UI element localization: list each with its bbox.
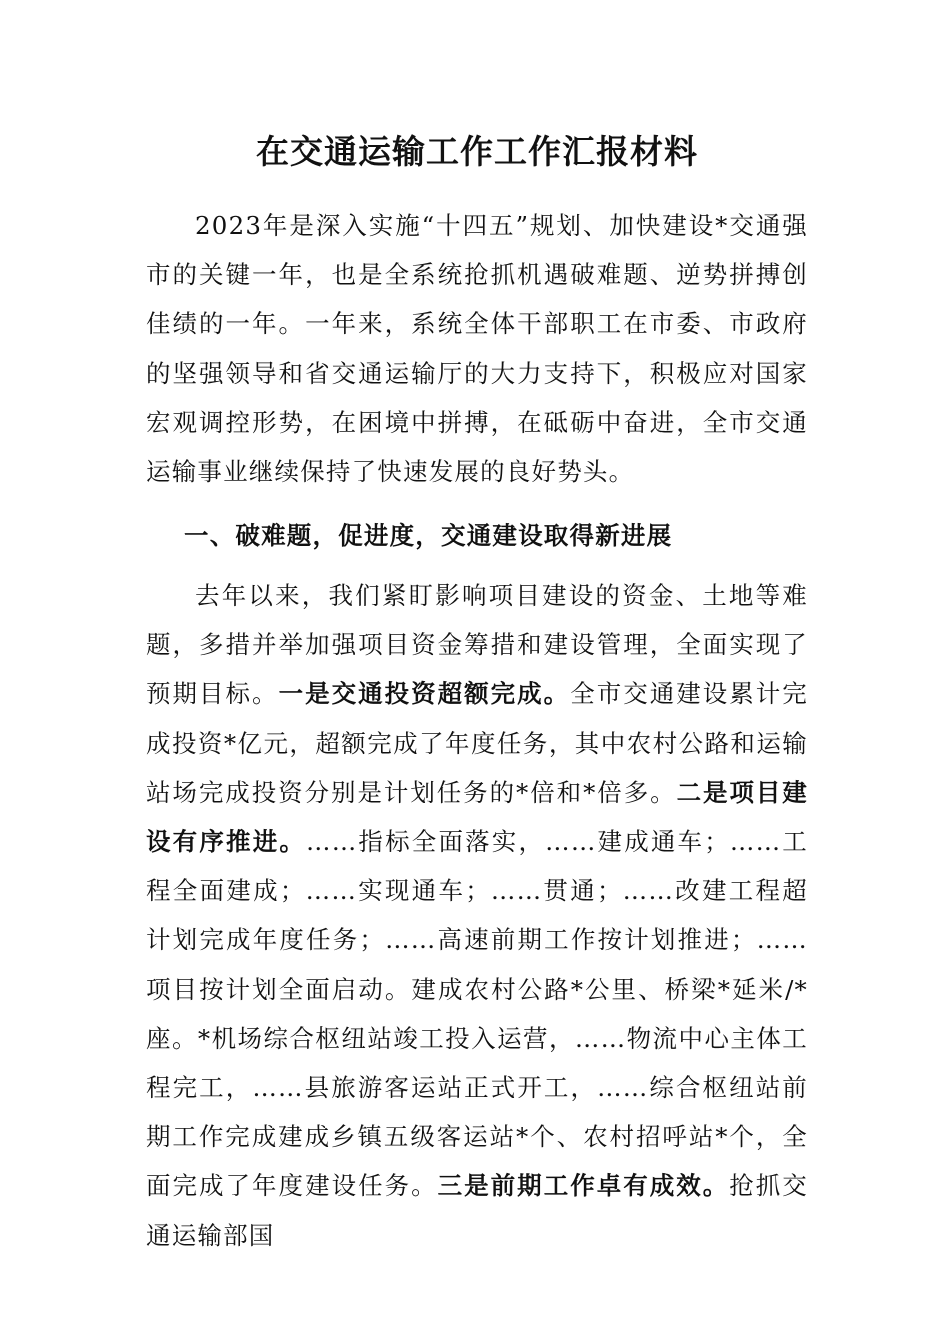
section-heading-1: 一、破难题，促进度，交通建设取得新进展 bbox=[184, 521, 673, 550]
bold-phrase: 三是前期工作卓有成效。 bbox=[437, 1171, 730, 1201]
bold-phrase: 一是交通投资超额完成。 bbox=[278, 679, 571, 709]
paragraph-text: 去年以来，我们紧盯影响项目建设的资金、土地等难题，多措并举加强项目资金筹措和建设管理，全面实现了预期目标。 bbox=[146, 581, 808, 709]
intro-paragraph: 2023年是深入实施“十四五”规划、加快建设*交通强市的关键一年，也是全系统抢抓机遇破难题、逆势拼搏创佳绩的一年。一年来，系统全体干部职工在市委、市政府的坚强领导和省交通运输厅的大力支持下，积极应对国家宏观调控形势，在困境中拼搏，在砥砺中奋进，全市交通运输事业继续保持了快速发展的良好势头。 bbox=[146, 211, 808, 487]
paragraph-text: 抢抓交通运输部国 bbox=[146, 1171, 809, 1250]
paragraph-text: 全市交通建设累计完成投资*亿元，超额完成了年度任务，其中农村公路和运输站场完成投资分别是计划任务的*倍和*倍多。 bbox=[146, 679, 808, 807]
document-title: 在交通运输工作工作汇报材料 bbox=[256, 132, 698, 171]
bold-phrase: 二是项目建设有序推进。 bbox=[146, 777, 809, 857]
section-1-paragraph bbox=[146, 571, 808, 1260]
paragraph-text: ……指标全面落实，……建成通车；……工程全面建成；……实现通车；……贯通；……改建工程超计划完成年度任务；……高速前期工作按计划推进；……项目按计划全面启动。建成农村公路*公里、桥梁*延米/*座。*机场综合枢纽站竣工投入运营，……物流中心主体工程完工，……县旅游客运站正式开工，……综合枢纽站前期工作完成建成乡镇五级客运站*个、农村招呼站*个，全面完成了年度建设任务。 bbox=[146, 827, 808, 1201]
